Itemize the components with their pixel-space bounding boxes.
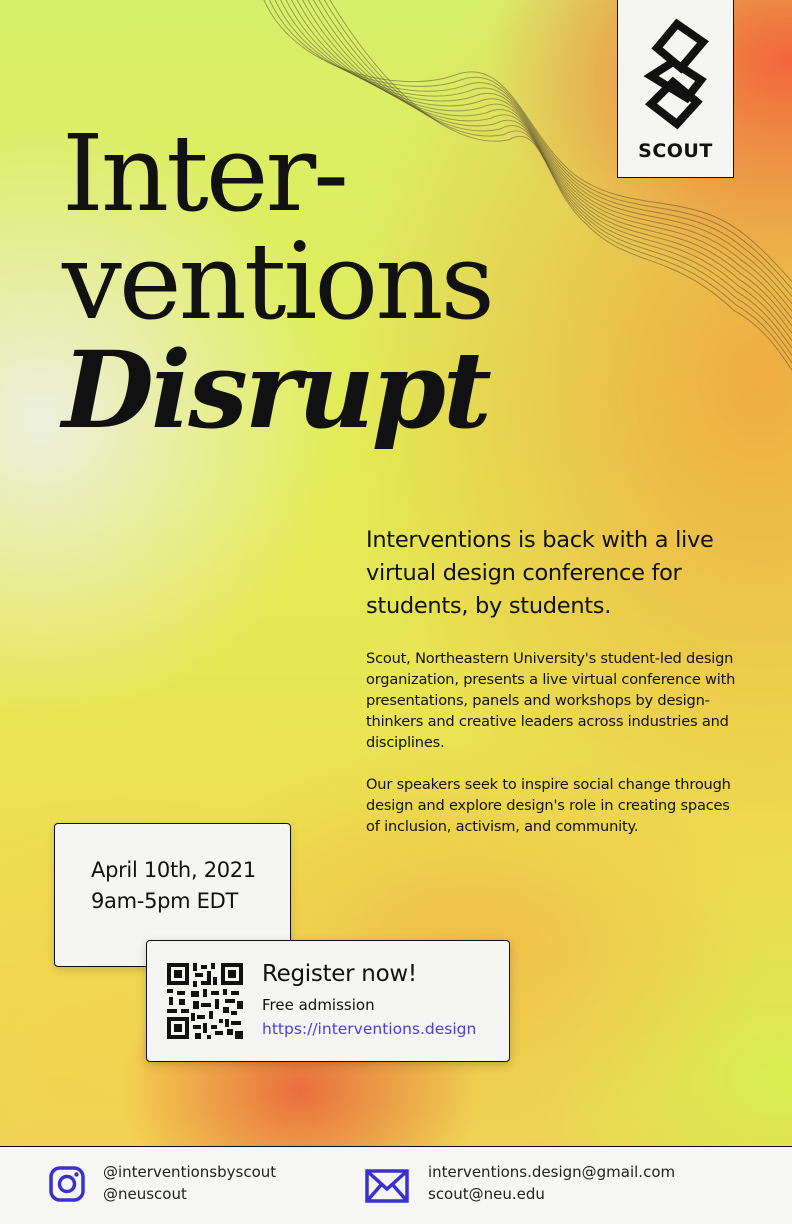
page-title xyxy=(62,112,492,452)
register-card xyxy=(146,940,510,1062)
title-line-3: Disrupt xyxy=(62,327,489,452)
title-line-2: ventions xyxy=(62,220,492,343)
instagram-handle-secondary[interactable]: @neuscout xyxy=(103,1185,187,1203)
title-line-1: Inter- xyxy=(62,112,346,235)
description-paragraph-2: Our speakers seek to inspire social change through design and explore design's role in creating spaces of inclusion, activism, and community. xyxy=(366,776,731,835)
scout-logo-icon xyxy=(643,18,711,130)
qr-code-icon[interactable] xyxy=(167,963,243,1039)
description-paragraph-1: Scout, Northeastern University's student-led design organization, presents a live virtual conference with presentations, panels and workshops by design-thinkers and creative leaders across industries and disciplines. xyxy=(366,650,736,751)
event-date: April 10th, 2021 xyxy=(91,858,256,882)
event-time: 9am-5pm EDT xyxy=(91,889,239,913)
footer xyxy=(0,1146,792,1224)
scout-logo xyxy=(617,0,734,178)
register-link[interactable]: https://interventions.design xyxy=(262,1020,477,1038)
instagram-handle-primary[interactable]: @interventionsbyscout xyxy=(103,1163,277,1181)
email-primary[interactable]: interventions.design@gmail.com xyxy=(428,1163,676,1181)
mail-icon[interactable] xyxy=(365,1169,409,1203)
register-title: Register now! xyxy=(262,961,417,987)
lead-text: Interventions is back with a live virtual design conference for students, by students. xyxy=(366,527,714,619)
description xyxy=(366,648,746,858)
email-secondary[interactable]: scout@neu.edu xyxy=(428,1185,545,1203)
admission-text: Free admission xyxy=(262,996,375,1014)
logo-text: SCOUT xyxy=(638,140,713,162)
instagram-icon[interactable] xyxy=(49,1166,85,1202)
